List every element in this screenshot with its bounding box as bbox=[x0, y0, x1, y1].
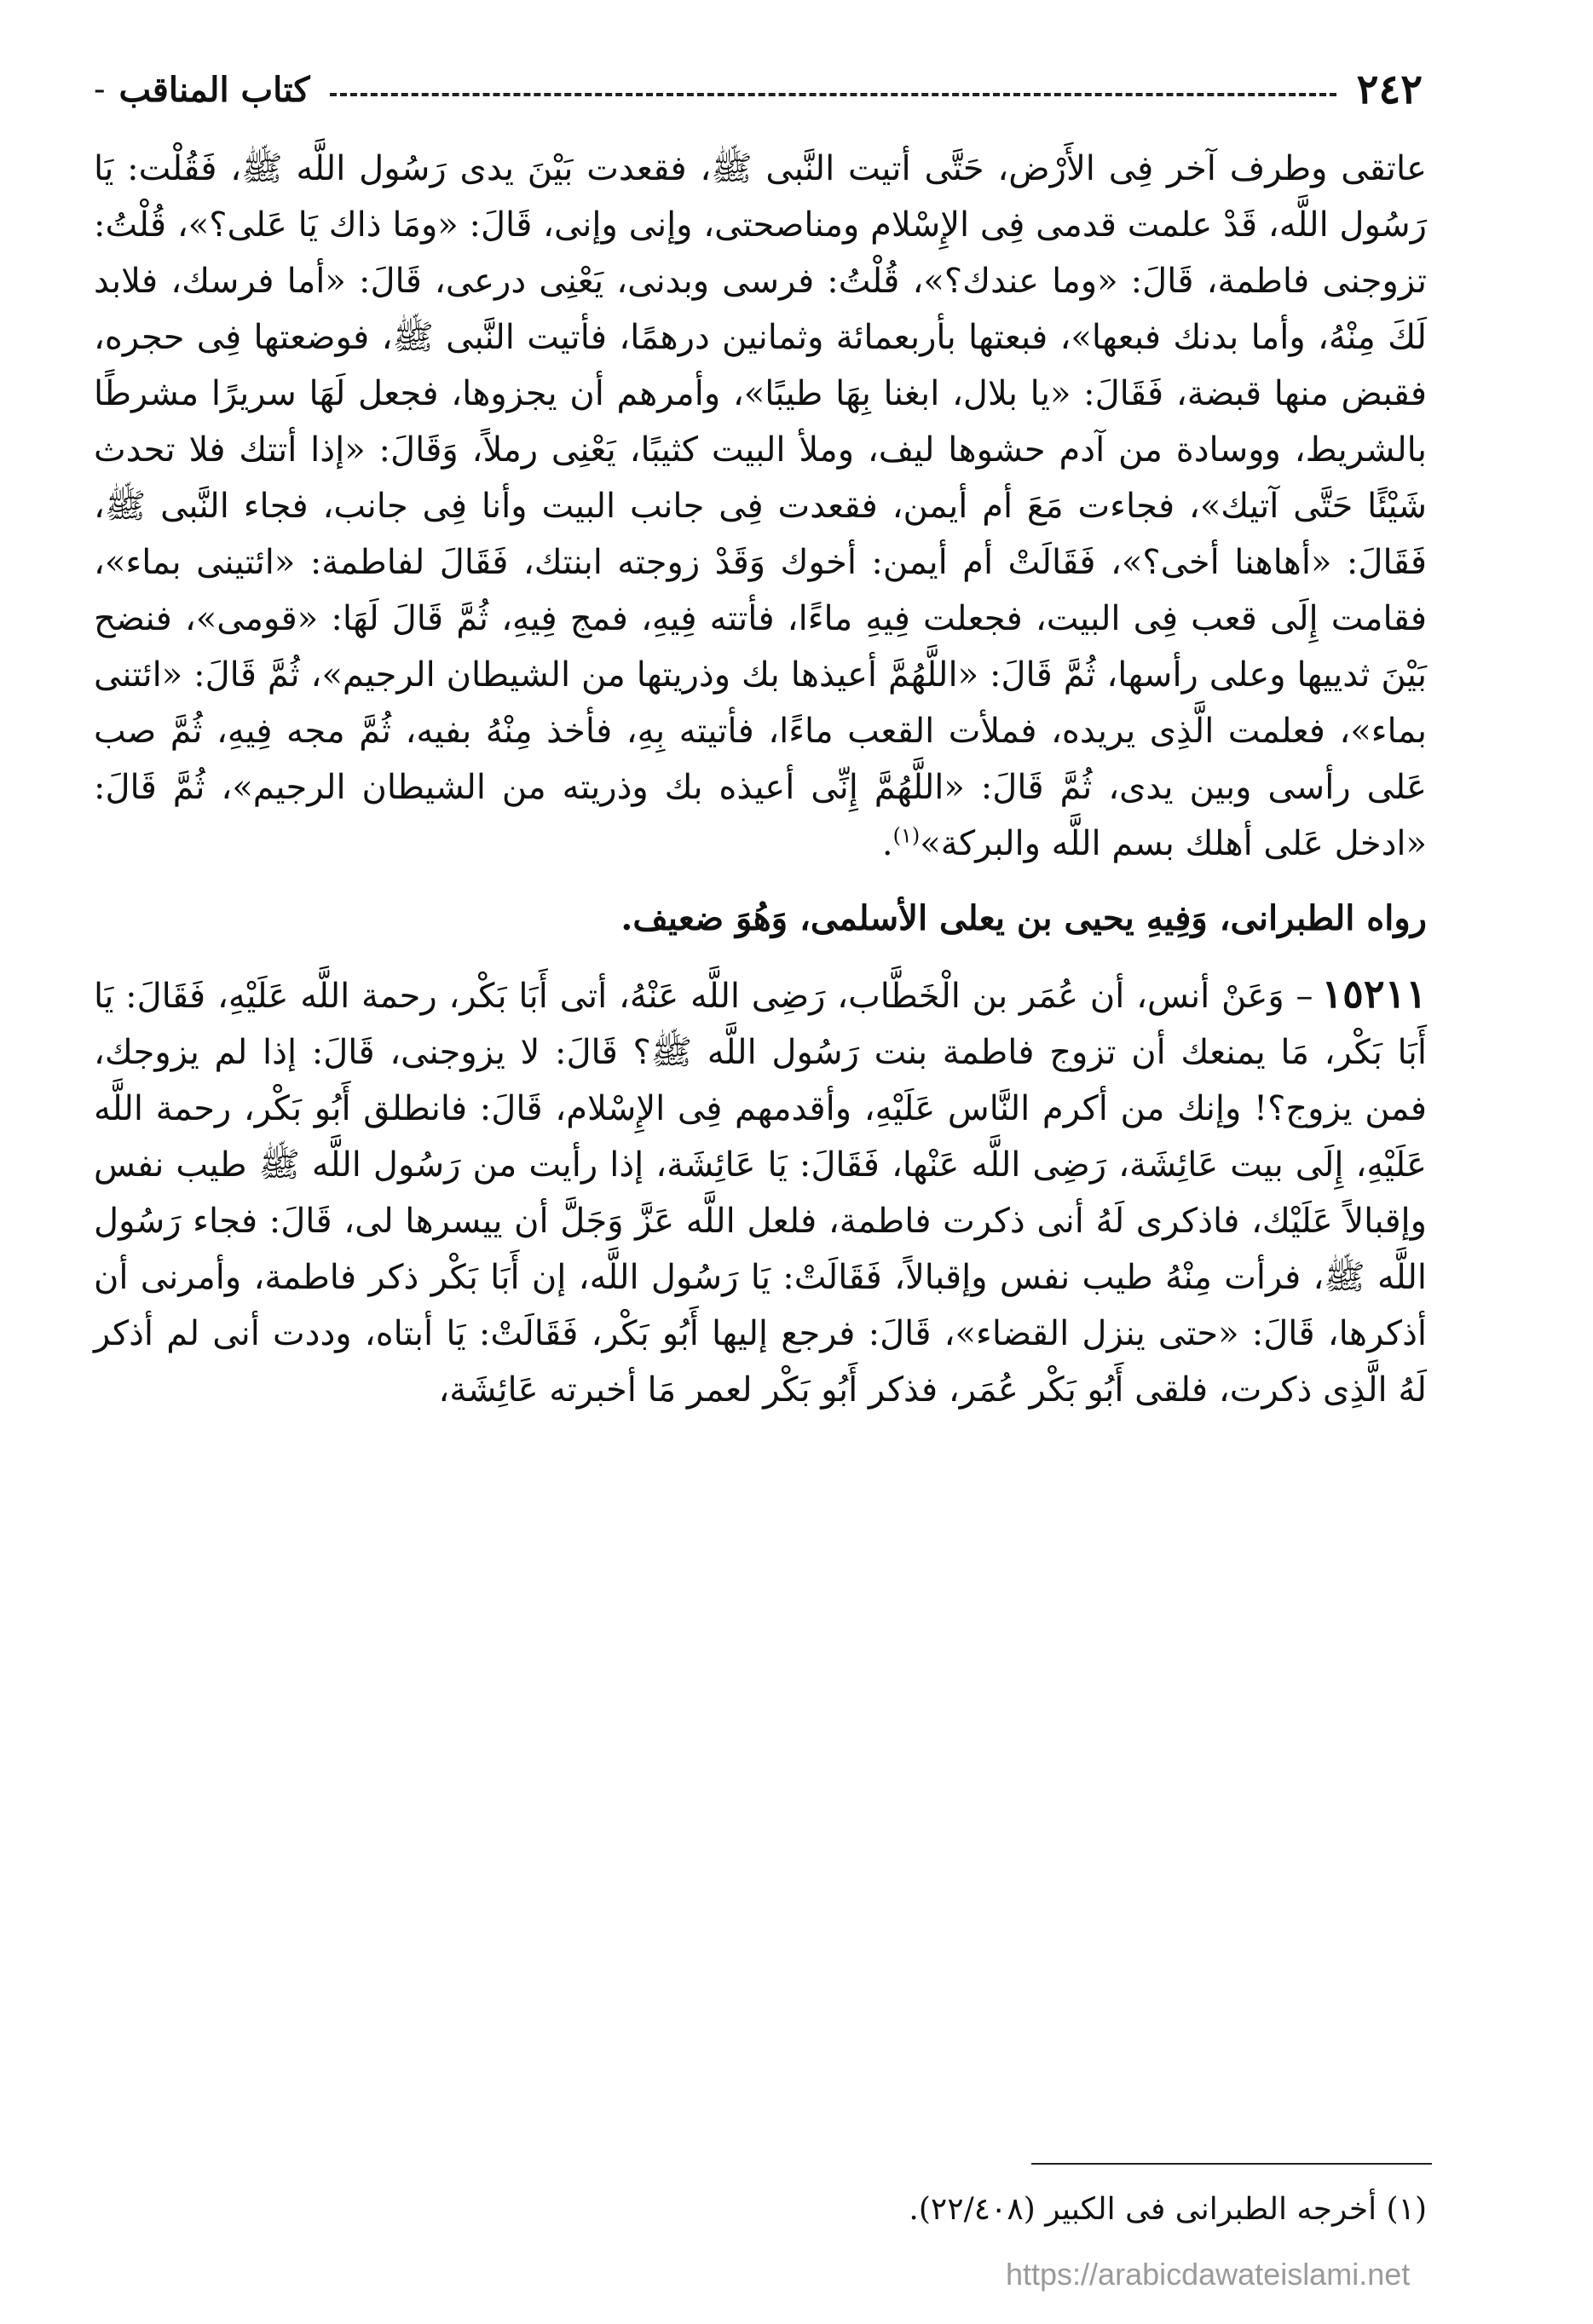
page-number: ٢٤٢ bbox=[1356, 66, 1423, 113]
paragraph-2: رواه الطبرانى، وَفِيهِ يحيى بن يعلى الأسلمى، وَهُوَ ضعيف. bbox=[620, 898, 1427, 938]
paragraph-1-text: عاتقى وطرف آخر فِى الأَرْض، حَتَّى أتيت النَّبى ﷺ، فقعدت بَيْنَ يدى رَسُول اللَّه ﷺ، فَقُلْت: يَا رَسُول اللَّه، قَدْ علمت قدمى فِى الإِسْلام ومناصحتى، وإنى وإنى، قَالَ: «ومَا ذاك يَا عَلى؟»، قُلْتُ: تزوجنى فاطمة، قَالَ: «وما عندك؟»، قُلْتُ: فرسى وبدنى، يَعْنِى درعى، قَالَ: «أما فرسك، فلابد لَكَ مِنْهُ، وأما بدنك فبعها»، فبعتها بأربعمائة وثمانين درهمًا، فأتيت النَّبى ﷺ، فوضعتها فِى حجره، فقبض منها قبضة، فَقَالَ: «يا بلال، ابغنا بِهَا طيبًا»، وأمرهم أن يجزوها، فجعل لَهَا سريرًا مشرطًا بالشريط، ووسادة من آدم حشوها ليف، وملأ البيت كثيبًا، يَعْنِى رملاً، وَقَالَ: «إذا أتتك فلا تحدث شَيْئًا حَتَّى آتيك»، فجاءت مَعَ أم أيمن، فقعدت فِى جانب البيت وأنا فِى جانب، فجاء النَّبى ﷺ، فَقَالَ: «أهاهنا أخى؟»، فَقَالَتْ أم أيمن: أخوك وَقَدْ زوجته ابنتك، فَقَالَ لفاطمة: «ائتينى بماء»، فقامت إِلَى قعب فِى البيت، فجعلت فِيهِ ماءًا، فأتته فِيهِ، فمج فِيهِ، ثُمَّ قَالَ لَهَا: «قومى»، فنضح بَيْنَ ثدييها وعلى رأسها، ثُمَّ قَالَ: «اللَّهُمَّ أعيذها بك وذريتها من الشيطان الرجيم»، ثُمَّ قَالَ: «ائتنى بماء»، فعلمت الَّذِى يريده، فملأت القعب ماءًا، فأتيته بِهِ، فأخذ مِنْهُ بفيه، ثُمَّ مجه فِيهِ، ثُمَّ صب عَلى رأسى وبين يدى، ثُمَّ قَالَ: «اللَّهُمَّ إِنِّى أعيذه بك وذريته من الشيطان الرجيم»، ثُمَّ قَالَ: «ادخل عَلى أهلك بسم اللَّه والبركة» bbox=[94, 149, 1427, 863]
hadith-dash: – bbox=[1296, 977, 1313, 1016]
footnote-reference: (١) bbox=[892, 823, 921, 848]
book-title: كتاب المناقب bbox=[118, 69, 310, 110]
header-trailing-dash: - bbox=[94, 70, 106, 109]
hadith-number: ١٥٢١١ bbox=[1321, 971, 1427, 1017]
footnote: (١) أخرجه الطبرانى فى الكبير (٢٢/٤٠٨). bbox=[909, 2192, 1427, 2227]
watermark-url: https://arabicdawateislami.net bbox=[1006, 2257, 1411, 2292]
footnote-divider bbox=[1031, 2163, 1432, 2165]
paragraph-1: عاتقى وطرف آخر فِى الأَرْض، حَتَّى أتيت النَّبى ﷺ، فقعدت بَيْنَ يدى رَسُول اللَّه ﷺ، فَقُلْت: يَا رَسُول اللَّه، قَدْ علمت قدمى فِى الإِسْلام ومناصحتى، وإنى وإنى، قَالَ: «ومَا ذاك يَا عَلى؟»، قُلْتُ: تزوجنى فاطمة، قَالَ: «وما عندك؟»، قُلْتُ: فرسى وبدنى، يَعْنِى درعى، قَالَ: «أما فرسك، فلابد لَكَ مِنْهُ، وأما بدنك فبعها»، فبعتها بأربعمائة وثمانين درهمًا، فأتيت النَّبى ﷺ، فوضعتها فِى حجره، فقبض منها قبضة، فَقَالَ: «يا بلال، ابغنا بِهَا طيبًا»، وأمرهم أن يجزوها، فجعل لَهَا سريرًا مشرطًا بالشريط، ووسادة من آدم حشوها ليف، وملأ البيت كثيبًا، يَعْنِى رملاً، وَقَالَ: «إذا أتتك فلا تحدث شَيْئًا حَتَّى آتيك»، فجاءت مَعَ أم أيمن، فقعدت فِى جانب البيت وأنا فِى جانب، فجاء النَّبى ﷺ، فَقَالَ: «أهاهنا أخى؟»، فَقَالَتْ أم أيمن: أخوك وَقَدْ زوجته ابنتك، فَقَالَ لفاطمة: «ائتينى بماء»، فقامت إِلَى قعب فِى البيت، فجعلت فِيهِ ماءًا، فأتته فِيهِ، فمج فِيهِ، ثُمَّ قَالَ لَهَا: «قومى»، فنضح بَيْنَ ثدييها وعلى رأسها، ثُمَّ قَالَ: «اللَّهُمَّ أعيذها بك وذريتها من الشيطان الرجيم»، ثُمَّ قَالَ: «ائتنى بماء»، فعلمت الَّذِى يريده، فملأت القعب ماءًا، فأتيته بِهِ، فأخذ مِنْهُ بفيه، ثُمَّ مجه فِيهِ، ثُمَّ صب عَلى رأسى وبين يدى، ثُمَّ قَالَ: «اللَّهُمَّ إِنِّى أعيذه بك وذريته من الشيطان الرجيم»، ثُمَّ قَالَ: «ادخل عَلى أهلك بسم اللَّه والبركة»$^{(١)}$. bbox=[94, 149, 1427, 863]
paragraph-3 bbox=[94, 966, 1427, 1418]
page-header bbox=[94, 60, 1423, 119]
main-text bbox=[94, 141, 1427, 1418]
header-dashed-rule bbox=[330, 93, 1336, 96]
paragraph-3-text: وَعَنْ أنس، أن عُمَر بن الْخَطَّاب، رَضِى اللَّه عَنْهُ، أتى أَبَا بَكْر، رحمة اللَّه عَلَيْهِ، فَقَالَ: يَا أَبَا بَكْر، مَا يمنعك أن تزوج فاطمة بنت رَسُول اللَّه ﷺ؟ قَالَ: لا يزوجنى، قَالَ: إذا لم يزوجك، فمن يزوج؟! وإنك من أكرم النَّاس عَلَيْهِ، وأقدمهم فِى الإِسْلام، قَالَ: فانطلق أَبُو بَكْر، رحمة اللَّه عَلَيْهِ، إِلَى بيت عَائِشَة، رَضِى اللَّه عَنْها، فَقَالَ: يَا عَائِشَة، إذا رأيت من رَسُول اللَّه ﷺ طيب نفس وإقبالاً عَلَيْك، فاذكرى لَهُ أنى ذكرت فاطمة، فلعل اللَّه عَزَّ وَجَلَّ أن ييسرها لى، قَالَ: فجاء رَسُول اللَّه ﷺ، فرأت مِنْهُ طيب نفس وإقبالاً، فَقَالَتْ: يَا رَسُول اللَّه، إن أَبَا بَكْر ذكر فاطمة، وأمرنى أن أذكرها، قَالَ: «حتى ينزل القضاء»، قَالَ: فرجع إليها أَبُو بَكْر، فَقَالَتْ: يَا أبتاه، وددت أنى لم أذكر لَهُ الَّذِى ذكرت، فلقى أَبُو بَكْر عُمَر، فذكر أَبُو بَكْر لعمر مَا أخبرته عَائِشَة، bbox=[94, 977, 1428, 1410]
